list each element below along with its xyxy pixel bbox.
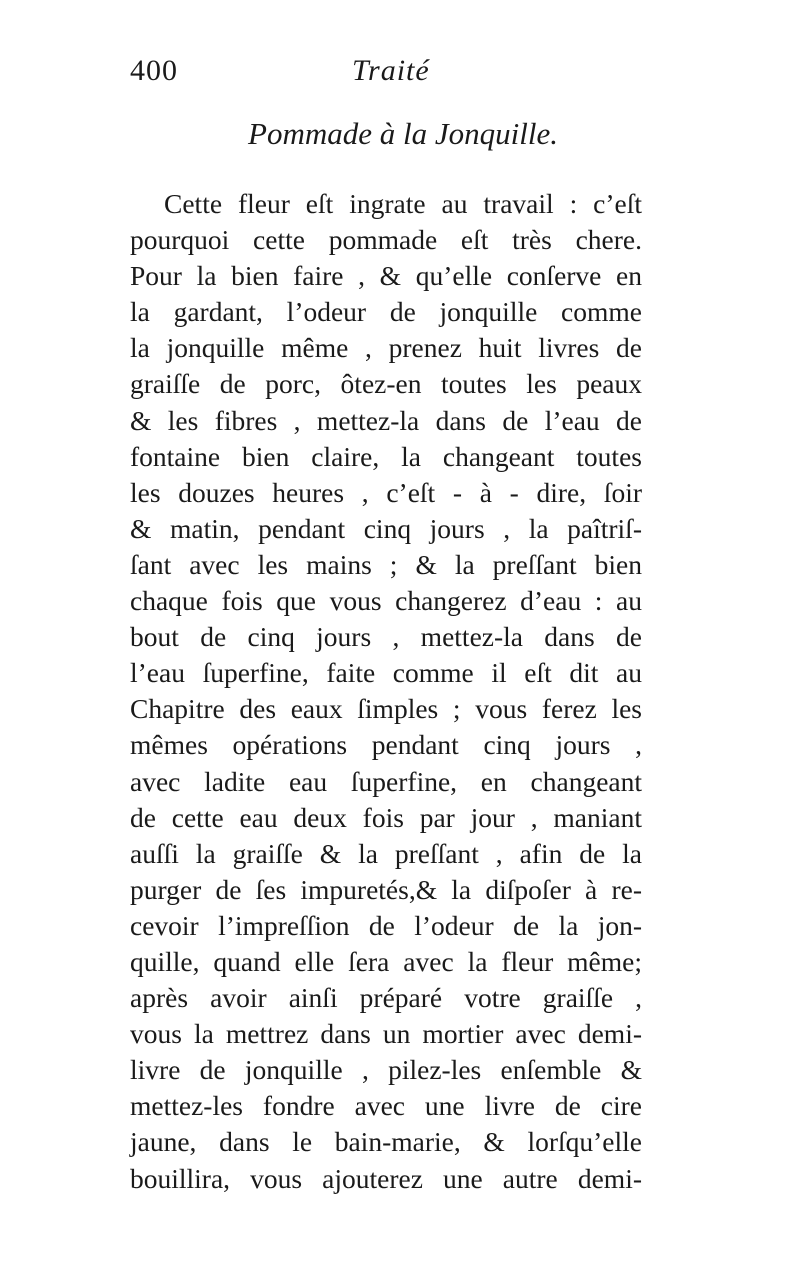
text-line: de cette eau deux fois par jour , maniant (130, 801, 642, 833)
body-text (130, 186, 642, 1197)
text-line: Chapitre des eaux ſimples ; vous ferez les (130, 693, 642, 725)
page-number: 400 (130, 54, 178, 87)
text-line: Pour la bien faire , & qu’elle conſerve en (130, 260, 642, 292)
text-line: jaune, dans le bain-marie, & lorſqu’elle (130, 1126, 642, 1158)
running-head (0, 54, 800, 94)
text-line: auſſi la graiſſe & la preſſant , afin de la (130, 837, 642, 869)
text-line: l’eau ſuperfine, faite comme il eſt dit au (130, 657, 642, 689)
text-line: pourquoi cette pommade eſt très chere. (130, 224, 642, 256)
text-line: après avoir ainſi préparé votre graiſſe , (130, 982, 642, 1014)
text-line: & les fibres , mettez-la dans de l’eau de (130, 404, 642, 436)
text-line: purger de ſes impuretés,& la diſpoſer à re- (130, 873, 642, 905)
text-line: graiſſe de porc, ôtez-en toutes les peaux (130, 368, 642, 400)
text-line: livre de jonquille , pilez-les enſemble & (130, 1054, 642, 1086)
text-line: fontaine bien claire, la changeant toutes (130, 440, 642, 472)
text-line: chaque fois que vous changerez d’eau : au (130, 585, 642, 617)
text-line: mettez-les fondre avec une livre de cire (130, 1090, 642, 1122)
text-line: la gardant, l’odeur de jonquille comme (130, 296, 642, 328)
text-line: Cette fleur eſt ingrate au travail : c’eſt (164, 188, 642, 219)
running-title: Traité (352, 54, 430, 87)
text-line: vous la mettrez dans un mortier avec demi- (130, 1018, 642, 1050)
text-line: bout de cinq jours , mettez-la dans de (130, 621, 642, 653)
section-heading: Pommade à la Jonquille. (248, 116, 558, 151)
text-line: cevoir l’impreſſion de l’odeur de la jon- (130, 909, 642, 941)
text-line: les douzes heures , c’eſt - à - dire, ſoir (130, 476, 642, 508)
text-line: avec ladite eau ſuperfine, en changeant (130, 765, 642, 797)
text-line: la jonquille même , prenez huit livres de (130, 332, 642, 364)
text-line: ſant avec les mains ; & la preſſant bien (130, 548, 642, 580)
text-line: mêmes opérations pendant cinq jours , (130, 729, 642, 761)
text-line: bouillira, vous ajouterez une autre demi- (130, 1162, 642, 1194)
text-line: & matin, pendant cinq jours , la paîtriſ- (130, 512, 642, 544)
text-line: quille, quand elle ſera avec la fleur même; (130, 945, 642, 977)
